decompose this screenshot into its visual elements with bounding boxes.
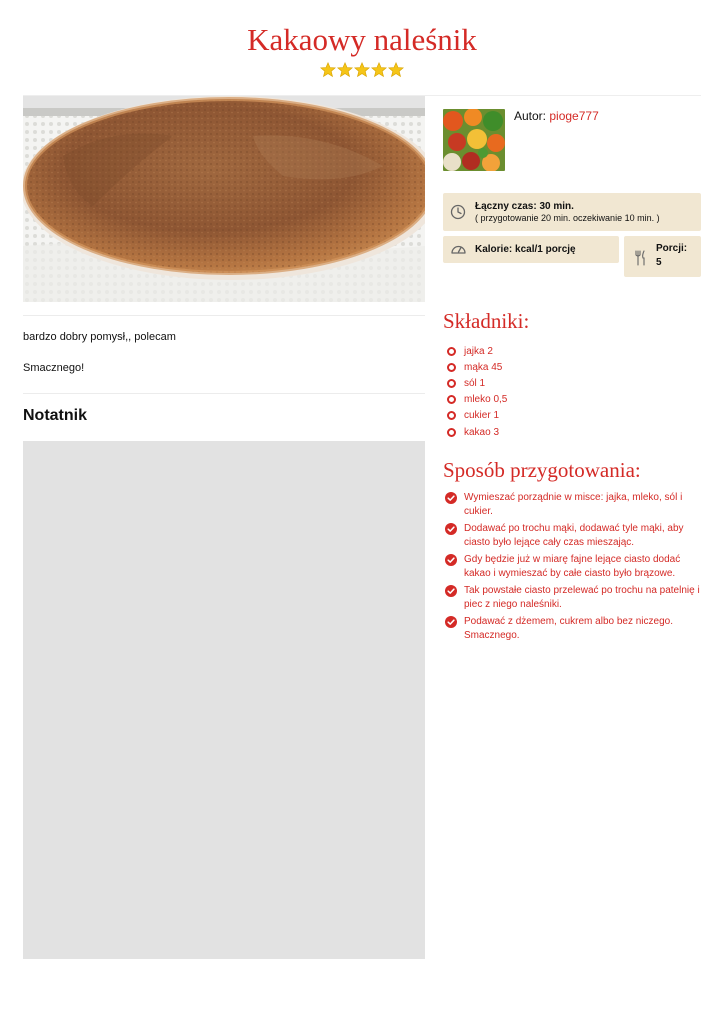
recipe-title: Kakaowy naleśnik: [247, 22, 477, 57]
servings-label: Porcji:: [656, 243, 688, 254]
author-info: [514, 109, 599, 123]
ingredient-text: jajka 2: [464, 345, 493, 357]
method-step[interactable]: [445, 553, 703, 581]
bullet-ring-icon: [447, 428, 456, 437]
bullet-ring-icon: [447, 411, 456, 420]
ingredient-text: sól 1: [464, 377, 486, 389]
ingredient-item[interactable]: [447, 408, 507, 424]
servings-box: [624, 236, 701, 277]
star-icon[interactable]: [337, 62, 353, 78]
method-title: Sposób przygotowania:: [443, 458, 641, 482]
star-icon[interactable]: [371, 62, 387, 78]
method-step[interactable]: [445, 522, 703, 550]
recipe-description: [23, 330, 423, 392]
notes-title: Notatnik: [23, 407, 87, 424]
step-text: Dodawać po trochu mąki, dodawać tyle mąki, aby ciasto było lejące cały czas mieszając.: [464, 523, 684, 548]
bullet-ring-icon: [447, 347, 456, 356]
star-icon[interactable]: [388, 62, 404, 78]
method-steps: [445, 491, 703, 646]
method-step[interactable]: [445, 615, 703, 643]
description-paragraph: bardzo dobry pomysł,, polecam: [23, 331, 176, 343]
calories-box: [443, 236, 619, 263]
divider: [23, 315, 425, 316]
rating-stars[interactable]: [0, 62, 724, 78]
star-icon[interactable]: [320, 62, 336, 78]
method-step[interactable]: [445, 491, 703, 519]
ingredient-item[interactable]: [447, 375, 507, 391]
author-avatar[interactable]: [443, 109, 505, 171]
speedometer-icon: [450, 241, 467, 257]
ingredient-text: mąka 45: [464, 361, 503, 373]
ingredients-list: [447, 343, 507, 440]
time-detail: ( przygotowanie 20 min. oczekiwanie 10 min. ): [475, 213, 660, 223]
pancake-photo-icon: [23, 96, 425, 302]
ingredients-title: Składniki:: [443, 309, 530, 333]
clock-icon: [450, 204, 466, 220]
step-text: Podawać z dżemem, cukrem albo bez niczego. Smacznego.: [464, 616, 673, 641]
check-circle-icon: [445, 492, 457, 504]
check-circle-icon: [445, 523, 457, 535]
bullet-ring-icon: [447, 395, 456, 404]
step-text: Tak powstałe ciasto przelewać po trochu na patelnię i piec z niego naleśniki.: [464, 585, 700, 610]
divider: [23, 393, 425, 394]
bullet-ring-icon: [447, 363, 456, 372]
total-time-box: [443, 193, 701, 231]
bullet-ring-icon: [447, 379, 456, 388]
author-name-link[interactable]: pioge777: [549, 109, 599, 123]
star-icon[interactable]: [354, 62, 370, 78]
step-text: Wymieszać porządnie w misce: jajka, mleko, sól i cukier.: [464, 492, 683, 517]
check-circle-icon: [445, 585, 457, 597]
total-time: Łączny czas: 30 min.: [475, 201, 574, 212]
check-circle-icon: [445, 554, 457, 566]
calories-text: Kalorie: kcal/1 porcję: [475, 244, 576, 255]
ingredient-text: cukier 1: [464, 410, 500, 422]
ingredient-item[interactable]: [447, 359, 507, 375]
ingredient-item[interactable]: [447, 392, 507, 408]
vegetables-avatar-icon: [443, 109, 505, 171]
ingredient-item[interactable]: [447, 424, 507, 440]
ingredient-text: kakao 3: [464, 426, 500, 438]
check-circle-icon: [445, 616, 457, 628]
notes-area[interactable]: [23, 441, 425, 959]
ingredient-item[interactable]: [447, 343, 507, 359]
servings-value: 5: [656, 257, 662, 268]
recipe-photo: [23, 96, 425, 302]
fork-knife-icon: [634, 250, 646, 266]
author-label: Autor:: [514, 109, 547, 123]
ingredient-text: mleko 0,5: [464, 394, 508, 406]
step-text: Gdy będzie już w miarę fajne lejące ciasto dodać kakao i wymieszać by całe ciasto było brązowe.: [464, 554, 681, 579]
method-step[interactable]: [445, 584, 703, 612]
description-paragraph: Smacznego!: [23, 362, 85, 374]
